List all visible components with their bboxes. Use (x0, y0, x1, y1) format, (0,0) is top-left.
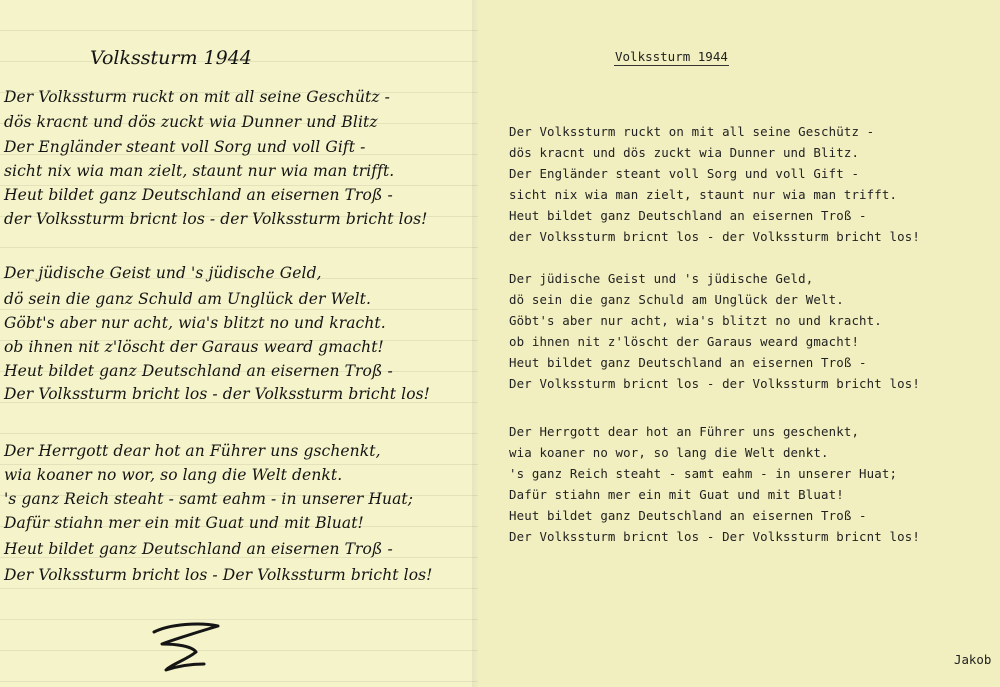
typewritten-line: der Volkssturm bricnt los - der Volkssturm bricht los! (509, 229, 920, 244)
typewritten-line: Der jüdische Geist und 's jüdische Geld, (509, 271, 814, 286)
handwritten-line: der Volkssturm bricnt los - der Volkssturm bricht los! (4, 210, 428, 228)
signature-mark (148, 620, 228, 675)
typewritten-line: Heut bildet ganz Deutschland an eisernen Troß - (509, 208, 867, 223)
handwritten-line: Der Herrgott dear hot an Führer uns gschenkt, (4, 442, 381, 460)
handwritten-line: Heut bildet ganz Deutschland an eisernen Troß - (4, 186, 393, 204)
typewritten-line: dös kracnt und dös zuckt wia Dunner und Blitz. (509, 145, 860, 160)
handwritten-line: Der Volkssturm bricht los - der Volkssturm bricht los! (4, 385, 431, 403)
handwritten-line: Dafür stiahn mer ein mit Guat und mit Bluat! (4, 514, 364, 532)
typewritten-line: wia koaner no wor, so lang die Welt denkt. (509, 445, 829, 460)
handwritten-line: Der Volkssturm bricht los - Der Volkssturm bricht los! (4, 566, 433, 584)
handwritten-line: sicht nix wia man zielt, staunt nur wia man trifft. (4, 162, 395, 180)
handwritten-line: Der Engländer steant voll Sorg und voll Gift - (4, 138, 366, 156)
handwritten-line: 's ganz Reich steaht - samt eahm - in unserer Huat; (4, 490, 414, 508)
typewritten-line: Heut bildet ganz Deutschland an eisernen Troß - (509, 355, 867, 370)
typewritten-line: Göbt's aber nur acht, wia's blitzt no und kracht. (509, 313, 882, 328)
handwritten-line: Der Volkssturm ruckt on mit all seine Geschütz - (4, 88, 390, 106)
typewritten-title: Volkssturm 1944 (615, 49, 728, 64)
typewritten-line: Der Engländer steant voll Sorg und voll Gift - (509, 166, 860, 181)
typewritten-line: 's ganz Reich steaht - samt eahm - in unserer Huat; (509, 466, 898, 481)
handwritten-line: Der jüdische Geist und 's jüdische Geld, (4, 264, 322, 282)
handwritten-line: dö sein die ganz Schuld am Unglück der Welt. (4, 290, 372, 308)
handwritten-line: ob ihnen nit z'löscht der Garaus weard gmacht! (4, 338, 384, 356)
typewritten-line: Der Volkssturm ruckt on mit all seine Geschütz - (509, 124, 875, 139)
author-name: Jakob (954, 652, 992, 667)
handwritten-line: wia koaner no wor, so lang die Welt denkt. (4, 466, 343, 484)
handwritten-line: dös kracnt und dös zuckt wia Dunner und Blitz (4, 113, 378, 131)
typewritten-line: Der Volkssturm bricnt los - der Volkssturm bricht los! (509, 376, 920, 391)
handwritten-line: Heut bildet ganz Deutschland an eisernen Troß - (4, 362, 393, 380)
handwritten-line: Heut bildet ganz Deutschland an eisernen Troß - (4, 540, 393, 558)
handwritten-page (0, 0, 478, 687)
typewritten-line: Dafür stiahn mer ein mit Guat und mit Bluat! (509, 487, 844, 502)
handwritten-title: Volkssturm 1944 (90, 47, 252, 69)
typewritten-page (478, 0, 1000, 687)
typewritten-line: Der Volkssturm bricnt los - Der Volkssturm bricnt los! (509, 529, 920, 544)
typewritten-line: Der Herrgott dear hot an Führer uns geschenkt, (509, 424, 860, 439)
typewritten-line: Heut bildet ganz Deutschland an eisernen Troß - (509, 508, 867, 523)
typewritten-line: ob ihnen nit z'löscht der Garaus weard gmacht! (509, 334, 860, 349)
typewritten-line: dö sein die ganz Schuld am Unglück der Welt. (509, 292, 844, 307)
handwritten-line: Göbt's aber nur acht, wia's blitzt no und kracht. (4, 314, 386, 332)
typewritten-line: sicht nix wia man zielt, staunt nur wia man trifft. (509, 187, 898, 202)
